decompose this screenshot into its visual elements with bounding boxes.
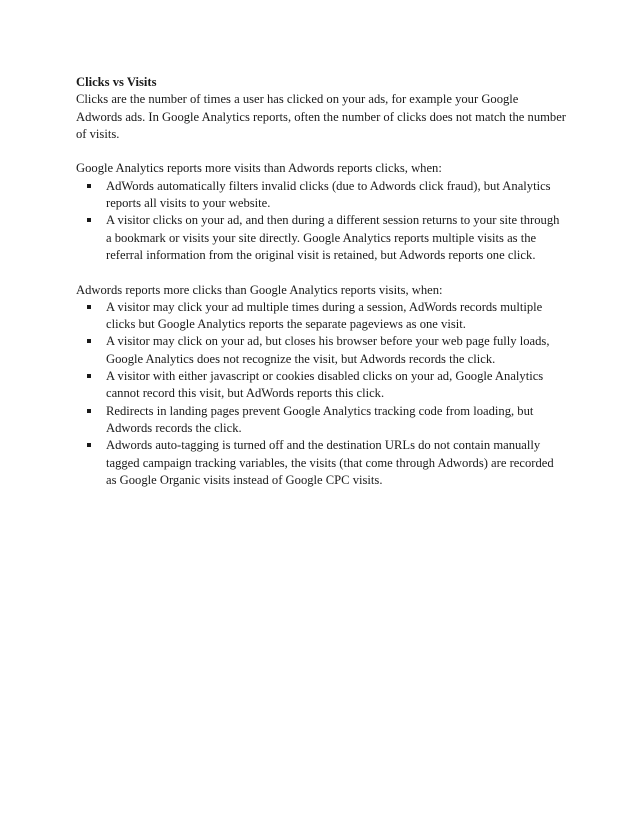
- section2-bullet-list: [76, 299, 566, 489]
- square-bullet-icon: [87, 184, 91, 188]
- list-item-text: AdWords automatically filters invalid clicks (due to Adwords click fraud), but Analytics reports all visits to your website.: [106, 178, 551, 211]
- square-bullet-icon: [87, 374, 91, 378]
- list-item-text: Adwords auto-tagging is turned off and the destination URLs do not contain manually tagged campaign tracking variables, the visits (that come through Adwords) are recorded as Google Organic visits instead of Google CPC visits.: [106, 438, 554, 487]
- list-item-text: A visitor with either javascript or cookies disabled clicks on your ad, Google Analytics cannot record this visit, but AdWords reports this click.: [106, 369, 544, 401]
- square-bullet-icon: [87, 218, 91, 222]
- document-body: [76, 74, 566, 506]
- list-item-text: A visitor may click your ad multiple times during a session, AdWords records multiple clicks but Google Analytics reports the separate pageviews as one visit.: [106, 299, 543, 332]
- document-title: Clicks vs Visits: [76, 75, 157, 89]
- square-bullet-icon: [87, 409, 91, 413]
- section2-lead: Adwords reports more clicks than Google Analytics reports visits, when:: [76, 282, 443, 297]
- list-item: [76, 212, 566, 264]
- list-item-text: A visitor may click on your ad, but closes his browser before your web page fully loads, Google Analytics does not recognize the visit, but Adwords records the click.: [106, 334, 550, 366]
- list-item-text: Redirects in landing pages prevent Google Analytics tracking code from loading, but Adwords records the click.: [106, 403, 534, 435]
- section1-lead: Google Analytics reports more visits than Adwords reports clicks, when:: [76, 161, 442, 176]
- list-item: [76, 178, 566, 213]
- section1-bullet-list: [76, 178, 566, 264]
- square-bullet-icon: [87, 339, 91, 343]
- square-bullet-icon: [87, 443, 91, 447]
- list-item: [76, 333, 566, 368]
- list-item: [76, 437, 566, 489]
- list-item: [76, 368, 566, 403]
- list-item: [76, 403, 566, 438]
- list-item: [76, 299, 566, 334]
- list-item-text: A visitor clicks on your ad, and then during a different session returns to your site through a bookmark or visits your site directly. Google Analytics reports multiple visits as the referral information from the original visit is retained, but Adwords reports one click.: [106, 213, 560, 262]
- square-bullet-icon: [87, 305, 91, 309]
- intro-paragraph: Clicks are the number of times a user has clicked on your ads, for example your Google Adwords ads. In Google Analytics reports, often the number of clicks does not match the number of visits.: [76, 92, 566, 141]
